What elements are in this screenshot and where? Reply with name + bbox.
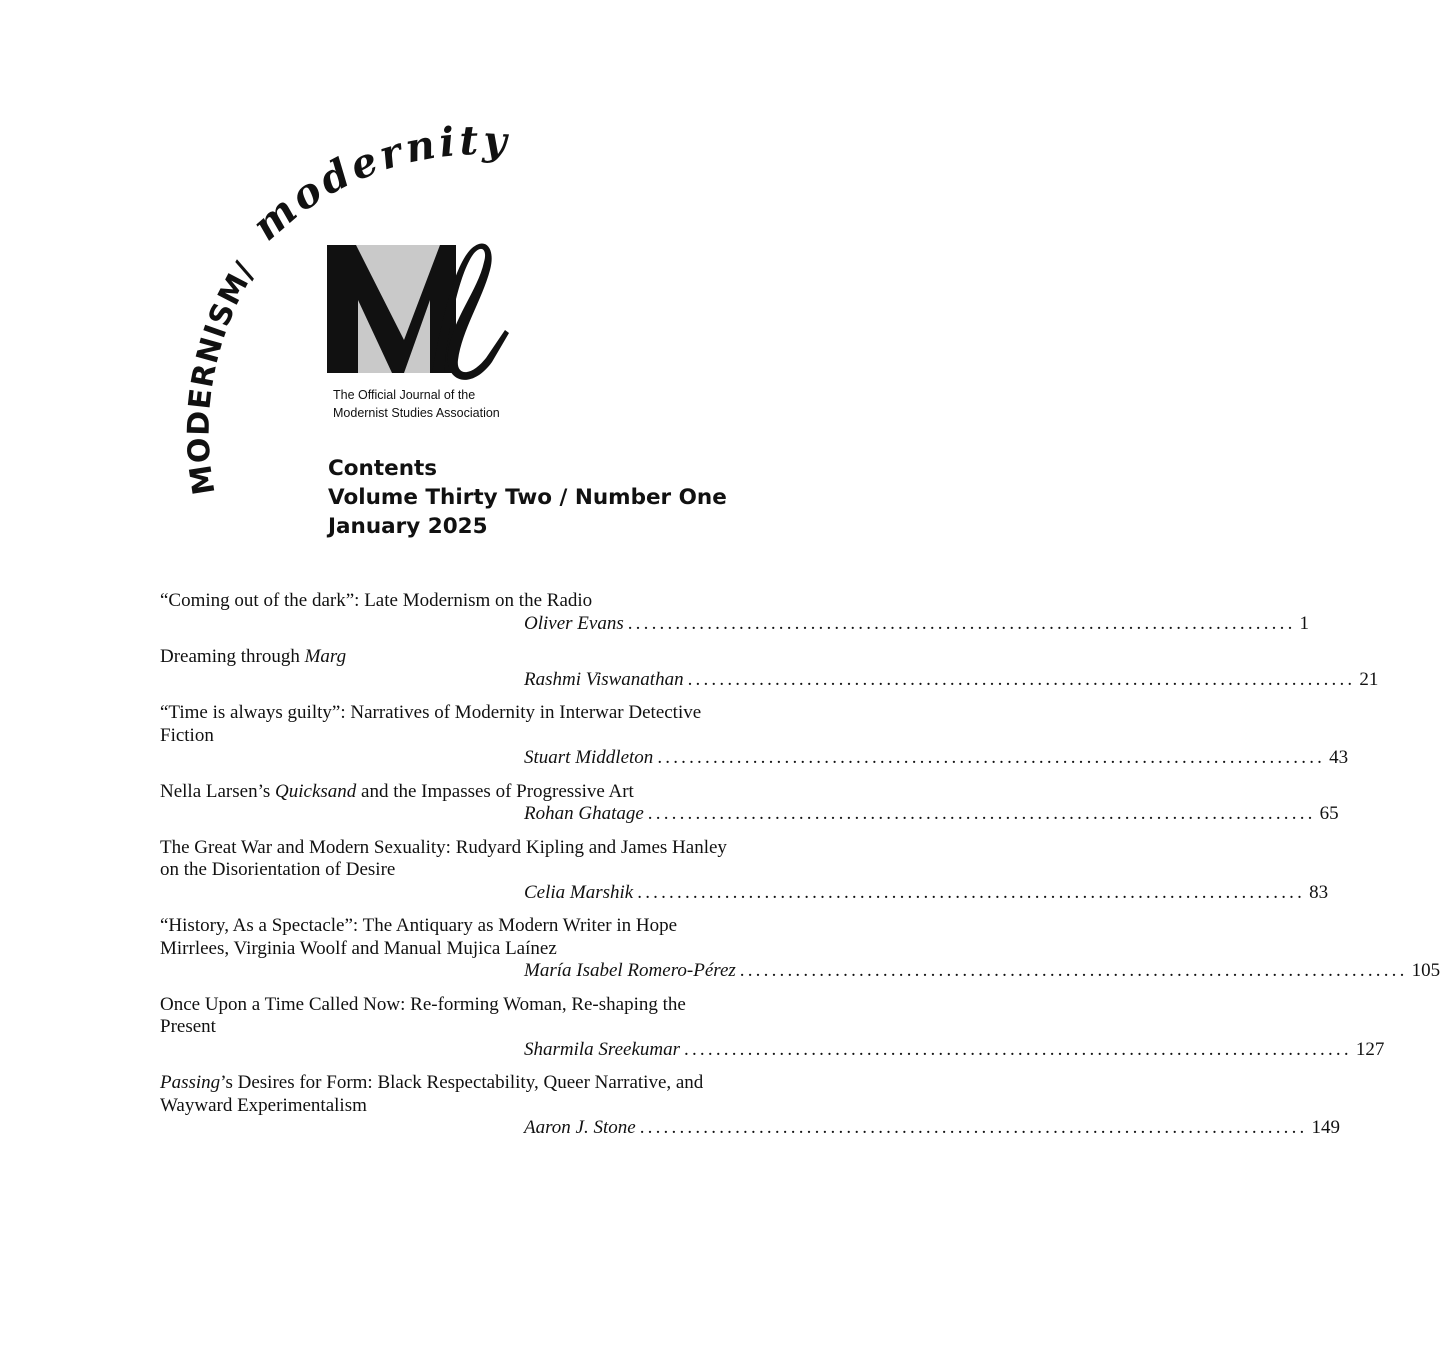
toc-entry-title [160,994,740,1039]
toc-dot-leader: .................................................................................... [657,747,1326,768]
toc-page-number: 149 [1311,1117,1341,1138]
toc-title-italic: Passing [160,1072,221,1093]
toc-author: Aaron J. Stone [524,1117,636,1138]
toc-title-text: “History, As a Spectacle”: The Antiquary as Modern Writer in Hope Mirrlees, Virginia Woolf and Manual Mujica Laínez [160,915,678,959]
toc-dot-leader: .................................................................................... [647,803,1316,824]
toc-entry [160,993,1385,1062]
toc-title-text: Dreaming through [160,646,305,667]
journal-caption-line2: Modernist Studies Association [333,406,500,420]
toc-entry-title [160,1072,740,1117]
toc-author-line [524,612,1310,636]
toc-entry [160,1072,1341,1140]
issue-header [328,454,727,541]
toc-title-text: “Coming out of the dark”: Late Modernism on the Radio [160,590,593,611]
toc-title-text: ’s Desires for Form: Black Respectability, Queer Narrative, and Wayward Experimentalism [160,1072,704,1116]
logo-wordmark-left-path: MODERNISM/ [181,255,264,498]
logo-emblem [327,244,509,380]
toc-dot-leader: .................................................................................... [684,1038,1352,1060]
toc-author-line [524,803,1339,826]
toc-author-line [524,668,1379,692]
toc-title-text: “Time is always guilty”: Narratives of Modernity in Interwar Detective Fiction [160,702,702,746]
toc-title-italic: Quicksand [275,780,357,802]
toc-author: Celia Marshik [524,881,634,903]
logo-wordmark-right-path: modernity [243,116,512,250]
toc-author: Stuart Middleton [524,747,654,768]
toc-entry [160,915,1440,983]
toc-entry-title [160,915,740,960]
toc-author: María Isabel Romero-Pérez [524,960,736,981]
toc-dot-leader: .................................................................................... [627,612,1296,634]
logo-wordmark-left [181,256,263,498]
toc-title-text: Once Upon a Time Called Now: Re-forming Woman, Re-shaping the Present [160,993,686,1037]
toc-author-line [524,960,1440,983]
toc-author: Oliver Evans [524,612,624,634]
toc-author-line [524,1038,1385,1062]
toc-page-number: 21 [1359,668,1379,690]
toc-title-text: The Great War and Modern Sexuality: Rudyard Kipling and James Hanley on the Disorientation of Desire [160,836,727,880]
toc-page-number: 83 [1309,881,1329,903]
toc-entry [160,836,1329,905]
toc-entry [160,646,1379,691]
toc-entry-title [160,702,740,747]
toc-author-line [524,1117,1341,1140]
table-of-contents [160,590,1440,1151]
toc-page-number: 127 [1355,1038,1385,1060]
toc-title-text: Nella Larsen’s [160,780,276,802]
logo-wordmark-right [243,117,511,250]
toc-author-line [524,747,1349,770]
toc-dot-leader: .................................................................................... [739,960,1408,981]
toc-entry-title [160,646,740,669]
date-line: January 2025 [328,514,488,539]
toc-author: Rashmi Viswanathan [524,668,684,690]
volume-line: Volume Thirty Two / Number One [328,485,727,510]
toc-dot-leader: .................................................................................... [639,1117,1308,1138]
toc-entry [160,702,1349,770]
toc-entry-title [160,781,740,804]
toc-title-italic: Marg [304,646,347,667]
toc-page-number: 1 [1299,612,1310,634]
toc-author-line [524,881,1329,905]
toc-entry-title [160,590,740,613]
toc-page-number: 65 [1319,803,1339,824]
toc-entry-title [160,837,740,882]
toc-page-number: 43 [1329,747,1349,768]
toc-author: Rohan Ghatage [524,803,644,824]
toc-dot-leader: .................................................................................... [637,881,1306,903]
toc-entry [160,590,1310,635]
toc-dot-leader: .................................................................................... [687,668,1356,690]
toc-page-number: 105 [1411,960,1440,981]
toc-author: Sharmila Sreekumar [524,1038,681,1060]
journal-caption [333,386,500,422]
journal-caption-line1: The Official Journal of the [333,388,476,402]
toc-entry [160,780,1339,826]
contents-heading: Contents [328,456,438,481]
toc-title-text: and the Impasses of Progressive Art [356,780,634,802]
